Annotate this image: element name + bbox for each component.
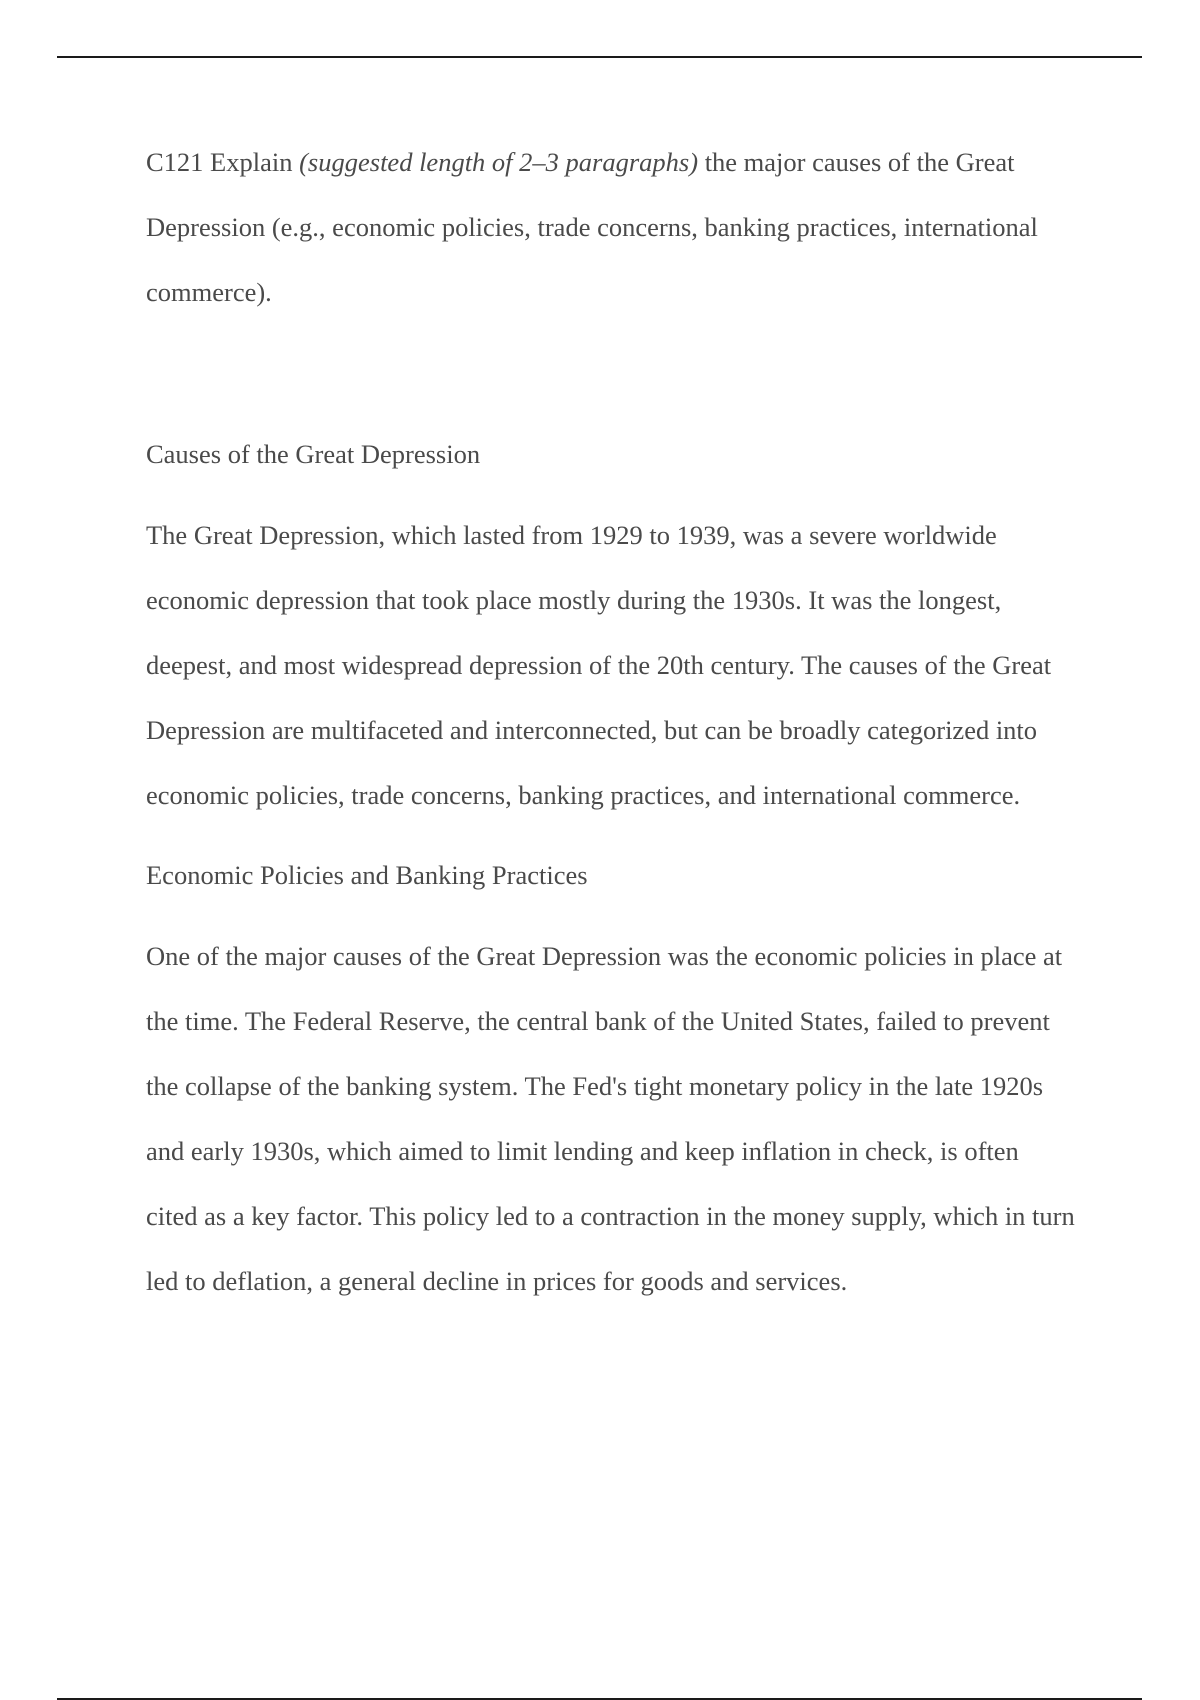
section-body-causes: The Great Depression, which lasted from 1929 to 1939, was a severe worldwide economic depression that took place mostly during the 1930s. It was the longest, deepest, and most widespread depression of the 20th century. The causes of the Great Depression are multifaceted and interconnected, but can be broadly categorized into economic policies, trade concerns, banking practices, and international commerce. (146, 520, 1052, 810)
prompt-suffix: the major causes of the Great Depression (e.g., economic policies, trade concerns, banking practices, international commerce). (146, 147, 1038, 307)
top-rule (57, 56, 1142, 58)
prompt-prefix: C121 Explain (146, 147, 300, 177)
section-body-economic-policies: One of the major causes of the Great Depression was the economic policies in place at the time. The Federal Reserve, the central bank of the United States, failed to prevent the collapse of the banking system. The Fed's tight monetary policy in the late 1920s and early 1930s, which aimed to limit lending and keep inflation in check, is often cited as a key factor. This policy led to a contraction in the money supply, which in turn led to deflation, a general decline in prices for goods and services. (146, 941, 1075, 1296)
section-heading-causes: Causes of the Great Depression (146, 439, 481, 469)
question-prompt (146, 130, 1076, 325)
section-heading-economic-policies: Economic Policies and Banking Practices (146, 860, 588, 890)
prompt-italic-note: (suggested length of 2–3 paragraphs) (299, 147, 699, 177)
document-body (146, 130, 1076, 1329)
